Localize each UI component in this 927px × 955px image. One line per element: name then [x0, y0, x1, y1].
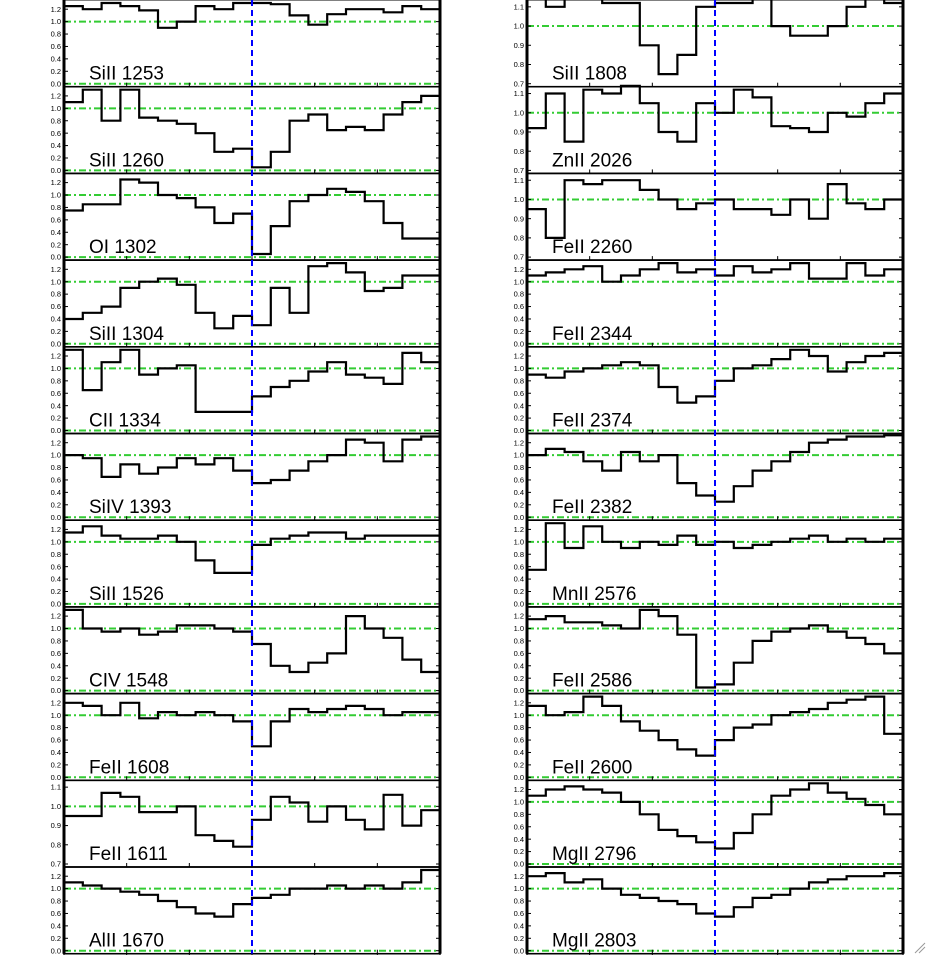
y-tick-label: 0.4: [50, 401, 61, 411]
transition-label: ZnII 2026: [552, 150, 633, 172]
transition-label: SiIV 1393: [89, 497, 172, 519]
spectrum-panel: [51, 867, 440, 955]
y-tick-label: 1.2: [50, 438, 61, 448]
transition-label: FeII 2374: [552, 410, 633, 432]
y-tick-label: 0.2: [50, 240, 61, 250]
y-tick-label: 0.4: [50, 748, 61, 758]
y-tick-label: 1.0: [50, 364, 61, 374]
y-tick-label: 0.6: [513, 909, 524, 919]
y-tick-label: 0.4: [50, 487, 61, 497]
y-tick-label: 0.8: [513, 289, 524, 299]
y-tick-label: 0.8: [513, 60, 524, 70]
y-tick-label: 0.8: [513, 636, 524, 646]
y-tick-label: 0.6: [50, 735, 61, 745]
y-tick-label: 0.8: [513, 809, 524, 819]
y-tick-label: 0.2: [50, 413, 61, 423]
y-tick-label: 0.8: [50, 29, 61, 39]
y-tick-label: 1.0: [50, 537, 61, 547]
y-tick-label: 0.8: [50, 116, 61, 126]
y-tick-label: 1.0: [50, 103, 61, 113]
y-tick-label: 1.2: [513, 611, 524, 621]
y-tick-label: 1.0: [513, 195, 524, 205]
spectrum-panel: [514, 173, 903, 261]
y-tick-label: 0.0: [50, 599, 61, 609]
transition-label: SiII 1304: [89, 323, 164, 345]
y-tick-label: 0.6: [513, 388, 524, 398]
y-tick-label: 0.6: [513, 562, 524, 572]
y-tick-label: 0.6: [50, 388, 61, 398]
y-tick-label: 1.2: [50, 178, 61, 188]
spectrum-panel: [51, 87, 440, 175]
spectrum-panel: [514, 347, 903, 435]
spectrum-panel: [514, 520, 903, 608]
y-tick-label: 0.0: [513, 339, 524, 349]
y-tick-label: 0.0: [50, 686, 61, 696]
y-tick-label: 0.0: [50, 946, 61, 955]
transition-label: FeII 2260: [552, 237, 633, 259]
y-tick-label: 0.9: [513, 127, 524, 137]
y-tick-label: 0.8: [513, 376, 524, 386]
y-tick-label: 1.1: [513, 175, 524, 185]
y-tick-label: 1.2: [50, 351, 61, 361]
y-tick-label: 0.0: [50, 166, 61, 175]
y-tick-label: 1.2: [513, 785, 524, 795]
y-tick-label: 0.0: [513, 426, 524, 436]
y-tick-label: 0.4: [50, 314, 61, 324]
y-tick-label: 0.2: [513, 760, 524, 770]
column-2: [514, 0, 911, 955]
y-tick-label: 1.0: [50, 801, 61, 811]
transition-label: MnII 2576: [552, 583, 637, 605]
y-tick-label: 0.9: [513, 214, 524, 224]
y-tick-label: 1.0: [513, 21, 524, 31]
y-tick-label: 0.8: [50, 203, 61, 213]
y-tick-label: 0.0: [50, 252, 61, 262]
spectrum-panel: [51, 434, 440, 522]
spectrum-panel: [514, 434, 903, 522]
y-tick-label: 0.2: [513, 673, 524, 683]
y-tick-label: 0.2: [513, 847, 524, 857]
y-tick-label: 0.8: [513, 146, 524, 156]
transition-label: MgII 2796: [552, 844, 637, 865]
y-tick-label: 1.2: [513, 698, 524, 708]
y-tick-label: 0.2: [50, 326, 61, 336]
column-1: [51, 0, 448, 955]
y-tick-label: 0.6: [513, 302, 524, 312]
y-tick-label: 0.0: [513, 859, 524, 869]
y-tick-label: 0.7: [50, 859, 61, 869]
y-tick-label: 0.4: [50, 661, 61, 671]
y-tick-label: 1.2: [513, 351, 524, 361]
y-tick-label: 1.0: [50, 450, 61, 460]
y-tick-label: 0.4: [513, 401, 524, 411]
y-tick-label: 0.4: [513, 748, 524, 758]
y-tick-label: 0.0: [50, 79, 61, 89]
y-tick-label: 1.0: [513, 108, 524, 118]
y-tick-label: 0.8: [513, 549, 524, 559]
y-tick-label: 0.8: [513, 723, 524, 733]
y-tick-label: 1.1: [513, 2, 524, 12]
spectrum-panel: [51, 520, 440, 608]
y-tick-label: 0.4: [50, 227, 61, 237]
y-tick-label: 1.0: [50, 17, 61, 27]
spectrum-panel: [51, 347, 440, 435]
transition-label: CIV 1548: [89, 670, 169, 692]
y-tick-label: 0.2: [513, 326, 524, 336]
y-tick-label: 0.8: [50, 723, 61, 733]
y-tick-label: 1.0: [50, 884, 61, 894]
y-tick-label: 0.2: [50, 760, 61, 770]
y-tick-label: 0.4: [513, 834, 524, 844]
transition-label: FeII 2382: [552, 497, 633, 519]
y-tick-label: 0.8: [50, 840, 61, 850]
y-tick-label: 0.8: [50, 289, 61, 299]
y-tick-label: 0.6: [50, 648, 61, 658]
y-tick-label: 1.0: [513, 710, 524, 720]
y-tick-label: 0.7: [513, 252, 524, 262]
spectrum-panel: [514, 867, 903, 955]
y-tick-label: 0.8: [513, 233, 524, 243]
y-tick-label: 0.8: [50, 636, 61, 646]
y-tick-label: 0.6: [50, 562, 61, 572]
y-tick-label: 0.4: [50, 921, 61, 931]
y-tick-label: 0.0: [50, 772, 61, 782]
y-tick-label: 0.2: [513, 413, 524, 423]
y-tick-label: 0.6: [513, 735, 524, 745]
transition-label: FeII 2586: [552, 670, 633, 692]
y-tick-label: 0.2: [50, 500, 61, 510]
y-tick-label: 0.4: [513, 487, 524, 497]
spectrum-panel: [51, 780, 440, 868]
y-tick-label: 0.2: [50, 66, 61, 76]
y-tick-label: 0.0: [513, 946, 524, 955]
y-tick-label: 0.0: [513, 599, 524, 609]
y-tick-label: 0.4: [50, 574, 61, 584]
y-tick-label: 0.7: [513, 79, 524, 89]
y-tick-label: 0.8: [50, 896, 61, 906]
y-tick-label: 0.9: [50, 821, 61, 831]
y-tick-label: 0.6: [50, 128, 61, 138]
y-tick-label: 0.6: [513, 475, 524, 485]
transition-label: OI 1302: [89, 237, 157, 259]
y-tick-label: 0.6: [50, 909, 61, 919]
y-tick-label: 0.8: [513, 463, 524, 473]
y-tick-label: 1.0: [50, 277, 61, 287]
y-tick-label: 1.0: [513, 364, 524, 374]
transition-label: SiII 1808: [552, 63, 627, 85]
spectrum-panel: [51, 173, 440, 261]
y-tick-label: 0.0: [50, 426, 61, 436]
y-tick-label: 1.2: [513, 525, 524, 535]
spectrum-line: [527, 180, 903, 238]
y-tick-label: 1.0: [50, 190, 61, 200]
y-tick-label: 0.8: [513, 896, 524, 906]
y-tick-label: 1.2: [50, 611, 61, 621]
y-tick-label: 1.0: [513, 277, 524, 287]
y-tick-label: 1.1: [50, 782, 61, 792]
y-tick-label: 0.6: [50, 475, 61, 485]
transition-label: FeII 1608: [89, 757, 170, 779]
y-tick-label: 0.0: [513, 686, 524, 696]
y-tick-label: 0.6: [50, 302, 61, 312]
y-tick-label: 1.0: [513, 450, 524, 460]
spectrum-panel: [514, 0, 903, 88]
y-tick-label: 1.2: [513, 871, 524, 881]
y-tick-label: 0.8: [50, 549, 61, 559]
transition-label: MgII 2803: [552, 930, 637, 952]
y-tick-label: 0.0: [513, 512, 524, 522]
y-tick-label: 0.0: [50, 512, 61, 522]
y-tick-label: 0.4: [50, 54, 61, 64]
y-tick-label: 0.0: [50, 339, 61, 349]
y-tick-label: 0.2: [50, 587, 61, 597]
spectrum-panel: [514, 86, 903, 175]
spectrum-panel: [51, 260, 440, 348]
transition-label: SiII 1260: [89, 150, 164, 172]
spectrum-panel: [51, 0, 440, 88]
transition-label: FeII 2600: [552, 757, 633, 779]
y-tick-label: 0.4: [513, 921, 524, 931]
y-tick-label: 0.2: [50, 153, 61, 163]
y-tick-label: 1.2: [50, 264, 61, 274]
spectrum-panel: [51, 607, 440, 695]
y-tick-label: 1.2: [50, 698, 61, 708]
spectrum-panel: [514, 260, 903, 348]
y-tick-label: 0.4: [513, 314, 524, 324]
spectrum-panel: [514, 780, 903, 868]
y-tick-label: 1.1: [513, 89, 524, 99]
y-tick-label: 0.0: [513, 772, 524, 782]
transition-label: FeII 2344: [552, 323, 633, 345]
spectrum-panel: [514, 694, 903, 782]
y-tick-label: 0.2: [50, 933, 61, 943]
y-tick-label: 0.9: [513, 40, 524, 50]
transition-label: SiII 1526: [89, 583, 164, 605]
y-tick-label: 0.6: [50, 215, 61, 225]
spectrum-panel: [51, 694, 440, 782]
y-tick-label: 0.2: [513, 933, 524, 943]
y-tick-label: 1.0: [50, 710, 61, 720]
y-tick-label: 1.0: [513, 624, 524, 634]
y-tick-label: 1.0: [513, 884, 524, 894]
y-tick-label: 1.2: [50, 4, 61, 14]
y-tick-label: 1.2: [513, 264, 524, 274]
transition-label: SiII 1253: [89, 63, 164, 85]
y-tick-label: 0.8: [50, 463, 61, 473]
y-tick-label: 0.2: [513, 587, 524, 597]
y-tick-label: 1.2: [513, 438, 524, 448]
resize-grip-icon: [915, 943, 925, 953]
y-tick-label: 1.0: [513, 797, 524, 807]
y-tick-label: 0.4: [513, 661, 524, 671]
y-tick-label: 1.0: [50, 624, 61, 634]
y-tick-label: 0.7: [513, 166, 524, 175]
y-tick-label: 0.6: [513, 648, 524, 658]
y-tick-label: 1.2: [50, 91, 61, 101]
y-tick-label: 0.2: [50, 673, 61, 683]
y-tick-label: 0.4: [513, 574, 524, 584]
y-tick-label: 0.6: [50, 42, 61, 52]
transition-label: CII 1334: [89, 410, 161, 432]
y-tick-label: 0.2: [513, 500, 524, 510]
spectrum-panel: [514, 607, 903, 695]
transition-label: FeII 1611: [89, 844, 168, 865]
y-tick-label: 1.2: [50, 525, 61, 535]
y-tick-label: 0.8: [50, 376, 61, 386]
y-tick-label: 1.0: [513, 537, 524, 547]
y-tick-label: 1.2: [50, 871, 61, 881]
y-tick-label: 0.6: [513, 822, 524, 832]
y-tick-label: 0.4: [50, 141, 61, 151]
transition-label: AlII 1670: [89, 930, 164, 952]
